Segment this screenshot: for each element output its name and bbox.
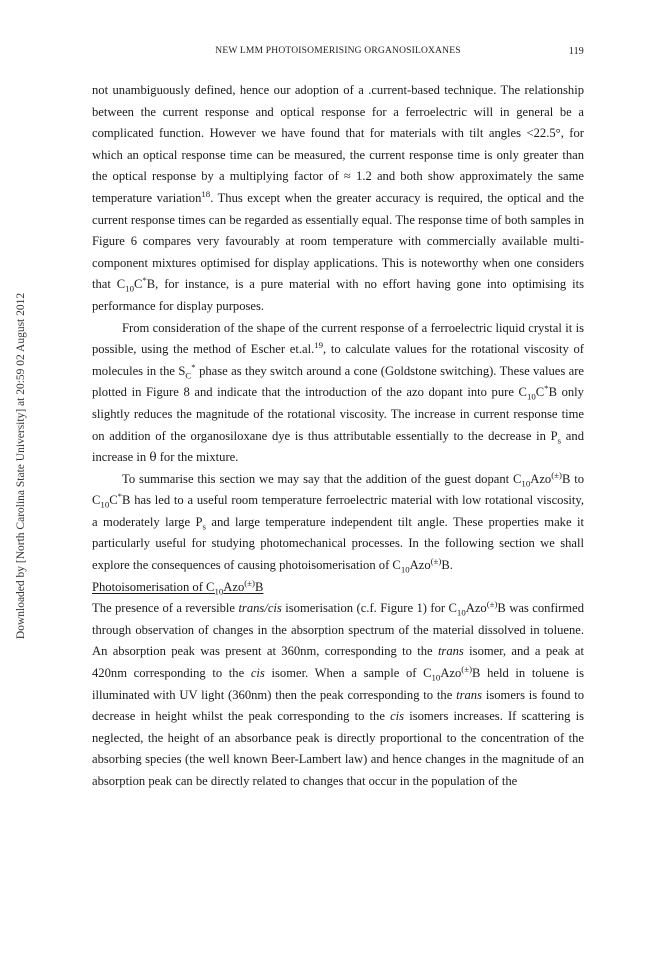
superscript: (±)	[461, 663, 473, 674]
text-run: isomerisation (c.f. Figure 1) for C	[281, 601, 457, 616]
subscript: s	[557, 435, 562, 446]
paragraph-rotational-viscosity	[92, 318, 584, 469]
superscript: *	[117, 491, 123, 502]
italic-term: trans/cis	[238, 601, 282, 616]
citation-ref: 18	[201, 188, 211, 199]
text-run: C	[535, 385, 545, 400]
citation-ref: 19	[314, 339, 324, 350]
text-run: Photoisomerisation of C	[92, 579, 215, 594]
subscript: 10	[125, 283, 134, 294]
italic-term: cis	[390, 709, 405, 724]
italic-term: trans	[456, 687, 483, 702]
text-run: To summarise this section we may say that the addition of the guest dopant C	[122, 471, 522, 486]
subscript: 10	[214, 586, 224, 597]
text-run: isomers increases. If scattering is neglected, the height of an absorbance peak is directly proportional to the concentration of the absorbing species (the well known Beer-Lambert law) and hence changes in the magnitude of an absorption peak can be directly related to changes that occur in the population of the	[92, 709, 585, 788]
text-run: B, for instance, is a pure material with no effort having gone into optimising its performance for display purposes.	[92, 277, 584, 313]
text-run: Azo	[530, 471, 552, 486]
text-run: phase as they switch around a cone (Goldstone switching). These values are plotted in Figure 8 and indicate that the introduction of the azo dopant into pure C	[92, 363, 584, 400]
italic-term: cis	[250, 666, 265, 681]
running-title: NEW LMM PHOTOISOMERISING ORGANOSILOXANES	[215, 46, 461, 56]
text-run: B held in toluene is illuminated with UV light (360nm) then the peak corresponding to the	[92, 666, 584, 702]
subscript: 10	[100, 499, 110, 510]
text-run: Azo	[409, 558, 431, 573]
subscript: 10	[456, 607, 466, 618]
text-run: B	[254, 579, 264, 594]
italic-term: trans	[437, 644, 464, 659]
superscript: (±)	[430, 555, 442, 566]
subscript: s	[202, 521, 206, 532]
text-run: B has led to a useful room temperature ferroelectric material with low rotational viscosity, a moderately large P	[92, 493, 584, 529]
running-header	[92, 46, 584, 62]
superscript: *	[191, 361, 196, 372]
subscript: C	[185, 370, 192, 381]
superscript: (±)	[244, 577, 255, 588]
text-run: isomer, and a peak at 420nm corresponding to the	[92, 644, 584, 681]
paragraph-response-time	[92, 80, 584, 318]
superscript: (±)	[551, 469, 562, 480]
subscript: 10	[526, 391, 536, 402]
superscript: (±)	[486, 599, 498, 610]
text-run: Azo	[465, 601, 487, 616]
text-run: isomer. When a sample of C	[264, 666, 432, 681]
text-run: and large temperature independent tilt angle. These properties make it particularly useful for studying photomechanical processes. In the following section we shall explore the consequences of causing photoisomerisation of C	[92, 514, 584, 573]
body-text	[92, 80, 584, 793]
download-watermark-text: Downloaded by [North Carolina State University] at 20:59 02 August 2012	[15, 292, 27, 640]
text-run: B was confirmed through observation of changes in the absorption spectrum of the material dissolved in toluene. An absorption peak was present at 360nm, corresponding to the	[92, 601, 584, 659]
subscript: 10	[431, 672, 441, 683]
text-run: and increase in	[92, 428, 584, 465]
paragraph-photoisomerisation	[92, 598, 584, 792]
text-run: Azo	[223, 579, 245, 594]
text-run: isomers is found to decrease in height whilst the peak corresponding to the	[92, 687, 584, 724]
text-run: B only slightly reduces the magnitude of the rotational viscosity. The increase in current response time on addition of the organosiloxane dye is thus attributable essentially to the decrease in P	[92, 385, 584, 443]
download-watermark	[14, 240, 28, 692]
subscript: 10	[521, 478, 531, 489]
superscript: *	[544, 383, 549, 394]
text-run: Azo	[440, 666, 462, 681]
text-run: B to C	[92, 471, 584, 508]
text-run: C	[109, 493, 118, 508]
superscript: *	[142, 275, 147, 286]
theta-symbol: θ	[149, 450, 157, 465]
text-run: From consideration of the shape of the current response of a ferroelectric liquid crystal it is possible, using the method of Escher et.al.	[92, 320, 584, 357]
subscript: 10	[400, 564, 410, 575]
text-run: not unambiguously defined, hence our adoption of a .current-based technique. The relationship between the current response and optical response for a ferroelectric will in general be a complicated function. However we have found that for materials with tilt angles <22.5°, for which an optical response time can be measured, the current response time is only greater than the optical response by a multiplying factor of ≈ 1.2 and both show approximately the same temperature variation	[92, 83, 584, 205]
section-heading	[92, 577, 584, 599]
paragraph-summary	[92, 469, 584, 577]
text-run: The presence of a reversible	[92, 601, 239, 616]
text-run: for the mixture.	[156, 450, 239, 465]
page-number: 119	[568, 46, 584, 57]
text-run: , to calculate values for the rotational viscosity of molecules in the S	[92, 342, 584, 378]
text-run: B.	[441, 558, 453, 573]
text-run: C	[133, 277, 143, 292]
text-run: . Thus except when the greater accuracy is required, the optical and the current response times can be regarded as essentially equal. The response time of both samples in Figure 6 compares very favourably at room temperature with commercially available multi-component mixtures optimised for display applications. This is noteworthy when one considers that C	[92, 190, 584, 292]
